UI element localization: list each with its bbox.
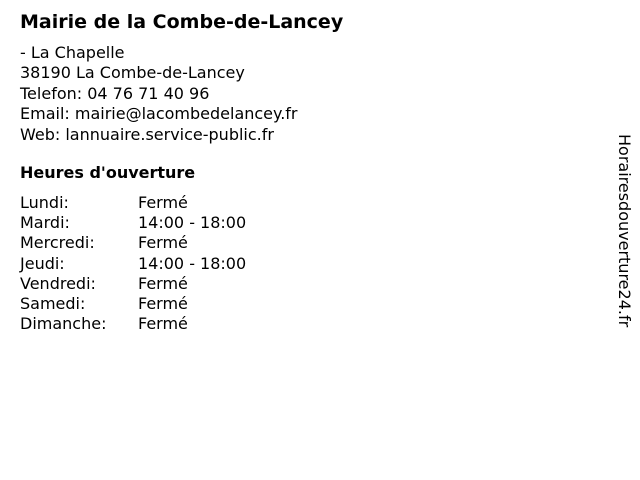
day-label: Vendredi: [20, 273, 96, 293]
web-line: Web: lannuaire.service-public.fr [20, 124, 274, 144]
day-hours: 14:00 - 18:00 [138, 253, 247, 273]
phone-line: Telefon: 04 76 71 40 96 [20, 83, 210, 103]
day-label: Mercredi: [20, 233, 95, 253]
email-line: Email: mairie@lacombedelancey.fr [20, 104, 298, 124]
day-hours: Fermé [138, 233, 188, 253]
day-hours: 14:00 - 18:00 [138, 213, 247, 233]
day-hours: Fermé [138, 293, 188, 313]
day-hours: Fermé [138, 314, 188, 334]
address-block [20, 43, 298, 145]
day-label: Jeudi: [20, 253, 65, 273]
site-watermark: Horairesdouverture24.fr [615, 134, 634, 328]
address-line-street: - La Chapelle [20, 43, 125, 62]
day-label: Mardi: [20, 213, 70, 233]
opening-hours-heading: Heures d'ouverture [20, 163, 196, 182]
day-label: Dimanche: [20, 314, 107, 334]
day-label: Lundi: [20, 193, 69, 212]
address-line-city: 38190 La Combe-de-Lancey [20, 63, 245, 83]
page-title: Mairie de la Combe-de-Lancey [20, 11, 344, 33]
day-hours: Fermé [138, 273, 188, 293]
day-hours: Fermé [138, 193, 188, 212]
day-label: Samedi: [20, 293, 86, 313]
